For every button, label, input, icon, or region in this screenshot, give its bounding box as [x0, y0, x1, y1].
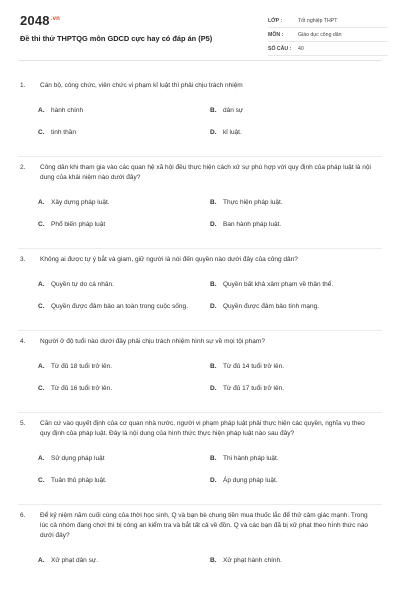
question-number: 3.: [20, 256, 26, 263]
option-letter: A.: [38, 281, 45, 288]
question-item: [18, 249, 382, 331]
option-text: Quyền tự do cá nhân.: [51, 281, 114, 288]
question-item: [18, 157, 382, 249]
meta-row-class: [268, 14, 388, 28]
question-text: Để kỷ niệm năm cuối cùng của thời học sinh, Q và bạn bè chung tiền mua thuốc lắc để thử cảm giác mạnh. Trong lúc cả nhóm đang chơi thì bị công an kiểm tra và bắt tất cả về đồn. Q và các bạn đã bị xử phạt theo hình thức nào dưới đây?: [40, 512, 369, 539]
question-number: 2.: [20, 164, 26, 171]
answer-option[interactable]: [38, 378, 210, 400]
option-letter: D.: [210, 221, 217, 228]
option-text: Ban hành pháp luật.: [223, 221, 282, 228]
option-text: Xử phạt hành chính.: [223, 557, 282, 564]
option-letter: B.: [210, 281, 217, 288]
option-text: kỉ luật.: [223, 129, 242, 136]
option-text: Thực hiện pháp luật.: [223, 199, 283, 206]
question-number: 5.: [20, 420, 26, 427]
option-letter: A.: [38, 107, 45, 114]
answer-option[interactable]: [38, 356, 210, 378]
option-text: Quyền bất khả xâm phạm về thân thể.: [223, 281, 334, 288]
option-text: Sử dụng pháp luật: [51, 455, 105, 462]
question-list: [18, 75, 382, 584]
option-letter: B.: [210, 455, 217, 462]
answer-option[interactable]: [210, 550, 382, 572]
question-header: [18, 505, 382, 541]
option-text: hành chính: [51, 107, 84, 114]
answer-option[interactable]: [38, 274, 210, 296]
answer-options: [18, 100, 382, 156]
page-header: [18, 0, 382, 61]
answer-option[interactable]: [210, 122, 382, 144]
question-item: [18, 505, 382, 584]
answer-options: [18, 550, 382, 584]
answer-option[interactable]: [38, 192, 210, 214]
answer-option[interactable]: [210, 448, 382, 470]
option-letter: B.: [210, 363, 217, 370]
answer-options: [18, 356, 382, 412]
answer-option[interactable]: [210, 192, 382, 214]
option-text: Quyền được đảm bảo an toàn trong cuộc sống.: [51, 303, 188, 310]
meta-label: MÔN :: [268, 31, 284, 38]
option-letter: D.: [210, 129, 217, 136]
option-text: Xử phạt dân sự.: [51, 557, 99, 564]
question-header: [18, 331, 382, 347]
meta-value: 40: [298, 45, 304, 52]
option-letter: B.: [210, 557, 217, 564]
exam-title: Đề thi thử THPTQG môn GDCD cực hay có đáp án (P5): [20, 34, 213, 43]
answer-option[interactable]: [38, 214, 210, 236]
logo-text: 2048: [20, 13, 50, 28]
answer-option[interactable]: [38, 470, 210, 492]
option-text: Phổ biến pháp luật: [51, 221, 106, 228]
meta-value: Tốt nghiệp THPT: [298, 17, 338, 24]
meta-row-count: [268, 42, 388, 56]
option-letter: A.: [38, 199, 45, 206]
option-letter: B.: [210, 107, 217, 114]
question-text: Cán bộ, công chức, viên chức vi phạm kỉ luật thì phải chịu trách nhiệm: [40, 82, 243, 89]
option-letter: A.: [38, 557, 45, 564]
option-letter: C.: [38, 385, 45, 392]
question-text: Công dân khi tham gia vào các quan hệ xã hội đều thực hiện cách xử sự phù hợp với quy định của pháp luật là nội dung của khái niệm nào dưới đây?: [40, 164, 371, 181]
meta-label: LỚP :: [268, 17, 283, 24]
option-text: Tuân thủ pháp luật.: [51, 477, 107, 484]
option-text: dân sự: [223, 107, 244, 114]
question-number: 6.: [20, 512, 26, 519]
question-item: [18, 75, 382, 157]
option-text: Từ đủ 14 tuổi trở lên.: [223, 363, 285, 370]
meta-value: Giáo dục công dân: [298, 31, 342, 38]
answer-option[interactable]: [210, 470, 382, 492]
option-letter: B.: [210, 199, 217, 206]
question-header: [18, 413, 382, 439]
option-letter: C.: [38, 477, 45, 484]
question-item: [18, 413, 382, 505]
question-number: 4.: [20, 338, 26, 345]
answer-option[interactable]: [210, 100, 382, 122]
option-text: Từ đủ 16 tuổi trở lên.: [51, 385, 113, 392]
question-text: Không ai được tự ý bắt và giam, giữ người là nói đến quyền nào dưới đây của công dân?: [40, 256, 298, 263]
option-letter: D.: [210, 477, 217, 484]
question-text: Căn cứ vào quyết định của cơ quan nhà nước, người vi phạm pháp luật phải thực hiện các quyền, nghĩa vụ theo quy định của pháp luật. Đây là nội dung của hình thức thực hiện pháp luật nào sau đây?: [40, 420, 365, 437]
question-item: [18, 331, 382, 413]
option-text: tinh thần: [51, 129, 76, 136]
option-letter: C.: [38, 303, 45, 310]
option-text: Áp dụng pháp luật.: [223, 477, 278, 484]
option-text: Từ đủ 17 tuổi trở lên.: [223, 385, 285, 392]
logo-suffix: .vn: [50, 15, 61, 22]
answer-option[interactable]: [210, 378, 382, 400]
question-header: [18, 249, 382, 265]
question-header: [18, 75, 382, 91]
answer-option[interactable]: [38, 550, 210, 572]
answer-option[interactable]: [38, 448, 210, 470]
option-text: Quyền được đảm bảo tính mạng.: [223, 303, 320, 310]
option-letter: D.: [210, 303, 217, 310]
meta-row-subject: [268, 28, 388, 42]
option-letter: C.: [38, 221, 45, 228]
exam-meta: [268, 14, 388, 56]
question-text: Người ở độ tuổi nào dưới đây phải chịu trách nhiệm hình sự về mọi tội phạm?: [40, 338, 265, 345]
option-letter: A.: [38, 455, 45, 462]
option-letter: C.: [38, 129, 45, 136]
question-number: 1.: [20, 82, 26, 89]
answer-option[interactable]: [210, 214, 382, 236]
question-header: [18, 157, 382, 183]
option-text: Thi hành pháp luật.: [223, 455, 279, 462]
answer-option[interactable]: [38, 100, 210, 122]
option-letter: A.: [38, 363, 45, 370]
option-text: Xây dựng pháp luật.: [51, 199, 110, 206]
answer-options: [18, 274, 382, 330]
answer-option[interactable]: [38, 122, 210, 144]
answer-options: [18, 448, 382, 504]
answer-option[interactable]: [210, 296, 382, 318]
answer-option[interactable]: [210, 274, 382, 296]
site-logo[interactable]: [20, 13, 60, 28]
meta-label: SỐ CÂU :: [268, 45, 292, 52]
option-text: Từ đủ 18 tuổi trở lên.: [51, 363, 113, 370]
answer-option[interactable]: [210, 356, 382, 378]
answer-options: [18, 192, 382, 248]
answer-option[interactable]: [38, 296, 210, 318]
option-letter: D.: [210, 385, 217, 392]
